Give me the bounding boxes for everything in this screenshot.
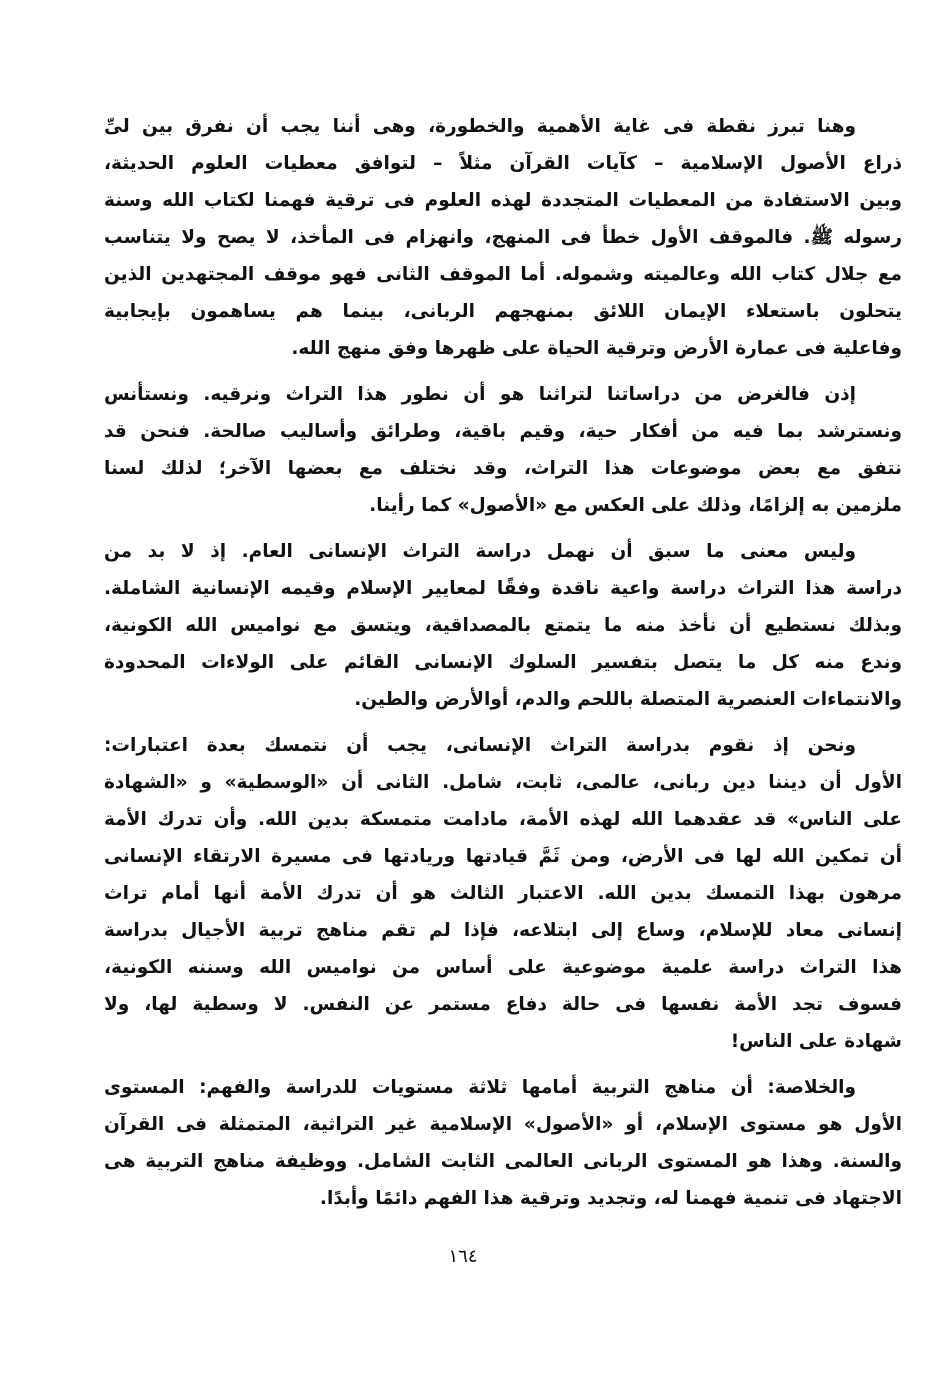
text-line (104, 912, 902, 949)
text-line (104, 727, 902, 764)
line-text: الأول هو مستوى الإسلام، أو «الأصول» الإسلامية غير التراثية، المتمثلة فى القرآن (104, 1114, 902, 1135)
line-text: ونسترشد بما فيه من أفكار حية، وقيم باقية، وطرائق وأساليب صالحة. فنحن قد (104, 421, 902, 442)
text-line (104, 256, 902, 293)
line-text: وهنا تبرز نقطة فى غاية الأهمية والخطورة، وهى أننا يجب أن نفرق بين لىِّ (104, 116, 856, 137)
line-text: شهادة على الناس! (730, 1031, 902, 1052)
line-text: الأول أن ديننا دين ربانى، عالمى، ثابت، شامل. الثانى أن «الوسطية» و «الشهادة (104, 772, 902, 793)
text-line (104, 1180, 902, 1217)
line-text: مع جلال كتاب الله وعالميته وشموله. أما الموقف الثانى فهو موقف المجتهدين الذين (104, 264, 902, 285)
text-line (104, 986, 902, 1023)
text-line (104, 949, 902, 986)
line-text: يتحلون باستعلاء الإيمان اللائق بمنهجهم الربانى، بينما هم يساهمون بإيجابية (104, 301, 902, 322)
text-line (104, 413, 902, 450)
page-body (104, 108, 902, 1226)
text-line (104, 533, 902, 570)
text-line (104, 450, 902, 487)
line-text: إنسانى معاد للإسلام، وساع إلى ابتلاعه، فإذا لم تقم مناهج تربية الأجيال بدراسة (104, 920, 902, 941)
paragraph (104, 1069, 902, 1217)
text-line (104, 681, 902, 718)
text-line (104, 1023, 902, 1060)
text-line (104, 838, 902, 875)
text-line (104, 875, 902, 912)
text-line (104, 607, 902, 644)
line-text: فسوف تجد الأمة نفسها فى حالة دفاع مستمر عن النفس. لا وسطية لها، ولا (104, 994, 902, 1015)
bold-lead-word: والخلاصة: (767, 1077, 856, 1098)
line-text: أن مناهج التربية أمامها ثلاثة مستويات للدراسة والفهم: المستوى (104, 1077, 768, 1098)
line-text: ذراع الأصول الإسلامية – كآيات القرآن مثلاً – لتوافق معطيات العلوم الحديثة، (104, 153, 902, 174)
paragraph (104, 533, 902, 718)
line-text: إذن فالغرض من دراساتنا لتراثنا هو أن نطور هذا التراث ونرقيه. ونستأنس (104, 384, 856, 405)
line-text: مرهون بهذا التمسك بدين الله. الاعتبار الثالث هو أن تدرك الأمة أنها أمام تراث (104, 883, 902, 904)
line-text: الاجتهاد فى تنمية فهمنا له، وتجديد وترقية هذا الفهم دائمًا وأبدًا. (319, 1188, 902, 1209)
line-text: نتفق مع بعض موضوعات هذا التراث، وقد نختلف مع بعضها الآخر؛ لذلك لسنا (104, 458, 902, 479)
line-text: والانتماءات العنصرية المتصلة باللحم والدم، أوالأرض والطين. (354, 689, 902, 710)
paragraph (104, 376, 902, 524)
line-text: وفاعلية فى عمارة الأرض وترقية الحياة على ظهرها وفق منهج الله. (291, 338, 902, 359)
page-number: ١٦٤ (448, 1246, 478, 1267)
line-text: وندع منه كل ما يتصل بتفسير السلوك الإنسانى القائم على الولاءات المحدودة (104, 652, 902, 673)
line-text: ملزمين به إلزامًا، وذلك على العكس مع «الأصول» كما رأينا. (369, 495, 902, 516)
text-line (104, 376, 902, 413)
text-line (104, 801, 902, 838)
text-line (104, 145, 902, 182)
line-text: على الناس» قد عقدهما الله لهذه الأمة، مادامت متمسكة بدين الله. وأن تدرك الأمة (104, 809, 902, 830)
text-line (104, 108, 902, 145)
line-text: وليس معنى ما سبق أن نهمل دراسة التراث الإنسانى العام. إذ لا بد من (104, 541, 856, 562)
line-text: دراسة هذا التراث دراسة واعية ناقدة وفقًا لمعايير الإسلام وقيمه الإنسانية الشاملة. (104, 578, 902, 599)
text-line (104, 219, 902, 256)
paragraph (104, 108, 902, 367)
text-line (104, 764, 902, 801)
paragraph (104, 727, 902, 1060)
line-text: رسوله ﷺ. فالموقف الأول خطأ فى المنهج، وانهزام فى المأخذ، لا يصح ولا يتناسب (104, 227, 902, 248)
text-line (104, 1106, 902, 1143)
text-line (104, 182, 902, 219)
text-line (104, 330, 902, 367)
line-text: هذا التراث دراسة علمية موضوعية على أساس من نواميس الله وسننه الكونية، (104, 957, 902, 978)
text-line (104, 570, 902, 607)
line-text: ونحن إذ نقوم بدراسة التراث الإنسانى، يجب أن نتمسك بعدة اعتبارات: (104, 735, 856, 756)
text-line (104, 293, 902, 330)
line-text: وبين الاستفادة من المعطيات المتجددة لهذه العلوم فى ترقية فهمنا لكتاب الله وسنة (104, 190, 902, 211)
line-text: والسنة. وهذا هو المستوى الربانى العالمى الثابت الشامل. ووظيفة مناهج التربية هى (104, 1151, 902, 1172)
text-line (104, 487, 902, 524)
line-text: أن تمكين الله لها فى الأرض، ومن ثَمَّ قيادتها وريادتها فى مسيرة الارتقاء الإنسانى (104, 846, 902, 867)
text-line (104, 1069, 902, 1106)
text-line (104, 1143, 902, 1180)
text-line (104, 644, 902, 681)
line-text: وبذلك نستطيع أن نأخذ منه ما يتمتع بالمصداقية، ويتسق مع نواميس الله الكونية، (104, 615, 902, 636)
